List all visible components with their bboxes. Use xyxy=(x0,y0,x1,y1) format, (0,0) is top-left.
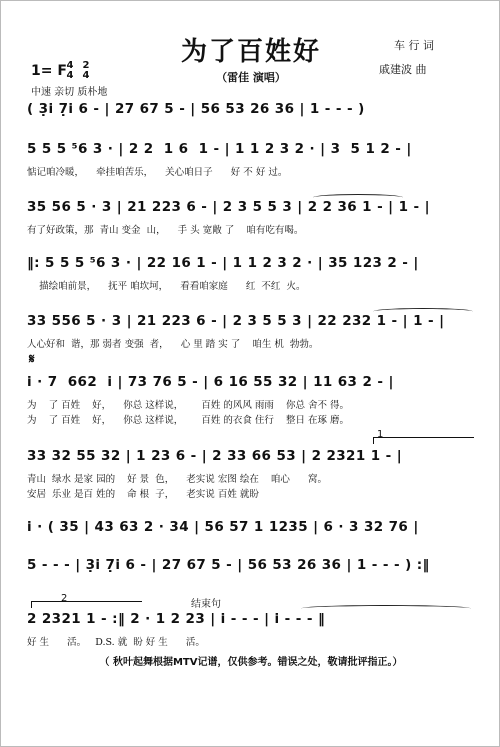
slur-row-5 xyxy=(373,308,473,315)
composer-credit: 戚建波 曲 xyxy=(379,63,427,76)
score-row-9-notes: 5 - - - | 3̣i 7̣i 6 - | 27 67 5 - | 56 53 26 36 | 1 - - - ) :‖ xyxy=(27,557,430,573)
time-sig-1-num: 4 xyxy=(66,60,74,71)
volta-1-bracket xyxy=(373,437,474,444)
score-row-7-lyrics-1: 青山 绿水 是家 园的 好 景 色， 老实说 宏图 绘在 咱心 窝。 xyxy=(27,474,328,485)
key-signature: 1= F xyxy=(31,63,67,79)
score-row-4-lyrics: 描绘咱前景， 抚平 咱坎坷， 看看咱家庭 红 不红 火。 xyxy=(27,281,306,292)
volta-1-label: 1 xyxy=(377,429,384,440)
song-title: 为了百姓好 xyxy=(180,37,321,67)
time-sig-2-den: 4 xyxy=(82,70,90,81)
slur-row-3 xyxy=(313,194,403,201)
volta-2-bracket xyxy=(31,601,142,608)
time-sig-2-num: 2 xyxy=(82,60,90,71)
score-row-10-lyrics: 好 生 活。 D.S. 就 盼 好 生 活。 xyxy=(27,637,205,648)
score-row-2-notes: 5 5 5 ⁵6 3 · | 2 2 1 6 1 - | 1 1 2 3 2 · | 3 5 1 2 - | xyxy=(27,141,412,157)
footer-note: （ 秋叶起舞根据MTV记谱，仅供参考。错误之处，敬请批评指正。） xyxy=(99,657,403,668)
segno-sign: 𝄋 xyxy=(29,352,35,367)
ending-label: 结束句 xyxy=(191,599,221,610)
score-row-1-notes: ( 3̣i 7̣i 6 - | 27 67 5 - | 56 53 26 36 | 1 - - - ) xyxy=(27,101,365,117)
singer-credit: （雷佳 演唱） xyxy=(216,71,286,84)
lyricist-credit: 车 行 词 xyxy=(394,39,434,52)
score-row-7-notes: 33 32 55 32 | 1 23 6 - | 2 33 66 53 | 2 2321 1 - | xyxy=(27,448,403,464)
score-row-7-lyrics-2: 安居 乐业 是百 姓的 命 根 子， 老实说 百姓 就盼 xyxy=(27,489,259,500)
score-row-6-lyrics-1: 为 了 百姓 好， 你总 这样说， 百姓 的风风 雨雨 你总 舍不 得。 xyxy=(27,400,350,411)
score-row-3-notes: 35 56 5 · 3 | 21 223 6 - | 2 3 5 5 3 | 2 2 36 1 - | 1 - | xyxy=(27,199,430,215)
score-row-8-notes: i · ( 35 | 43 63 2 · 34 | 56 57 1 1235 | 6 · 3 32 76 | xyxy=(27,519,419,535)
slur-row-10 xyxy=(301,605,471,612)
score-row-5-notes: 33 556 5 · 3 | 21 223 6 - | 2 3 5 5 3 | 22 232 1 - | 1 - | xyxy=(27,313,445,329)
volta-2-label: 2 xyxy=(61,593,68,604)
time-signature-2 xyxy=(81,61,91,81)
score-row-5-lyrics: 人心好和 谐，那 弱者 变强 者， 心 里 踏 实 了 咱生 机 勃勃。 xyxy=(27,339,319,350)
score-row-2-lyrics: 惦记咱冷暖， 牵挂咱苦乐， 关心咱日子 好 不 好 过。 xyxy=(27,167,288,178)
tempo-marking: 中速 亲切 质朴地 xyxy=(31,87,108,98)
score-row-6-notes: i · 7 662 i | 73 76 5 - | 6 16 55 32 | 11 63 2 - | xyxy=(27,374,394,390)
score-row-4-notes: ‖: 5 5 5 ⁵6 3 · | 22 16 1 - | 1 1 2 3 2 · | 35 123 2 - | xyxy=(27,255,419,271)
score-row-10-notes: 2 2321 1 - :‖ 2 · 1 2 23 | i - - - | i - - - ‖ xyxy=(27,611,326,627)
score-row-6-lyrics-2: 为 了 百姓 好， 你总 这样说， 百姓 的衣食 住行 整日 在琢 磨。 xyxy=(27,415,350,426)
score-row-3-lyrics: 有了好政策，那 青山 变金 山， 手 头 宽敞 了 咱有吃有喝。 xyxy=(27,225,304,236)
time-signature-1 xyxy=(65,61,75,81)
time-sig-1-den: 4 xyxy=(66,70,74,81)
